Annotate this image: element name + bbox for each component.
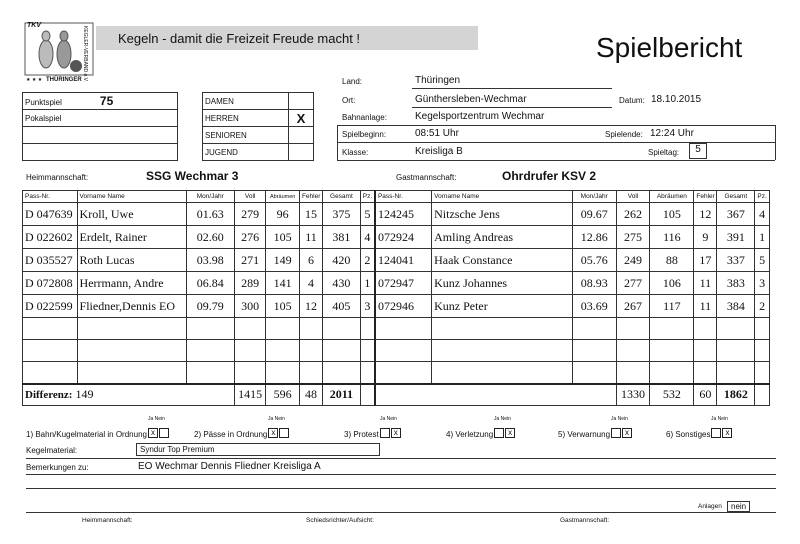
guest-name-cell: Kunz Peter [432,295,573,318]
home-pass-cell: D 072808 [23,272,78,295]
spielende-label: Spielende: [605,130,643,139]
spieltag-label: Spieltag: [648,148,680,157]
home-pz-cell [360,318,375,340]
checks-row [26,418,776,440]
home-pz-cell: 4 [360,226,375,249]
check-item [666,416,732,439]
home-abr-cell: 141 [266,272,300,295]
home-total-fehler: 48 [299,384,322,406]
klasse-label: Klasse: [342,148,369,157]
home-name-cell [77,362,186,384]
guest-name-cell: Nitzsche Jens [432,203,573,226]
home-pass-cell [23,318,78,340]
check-item [446,416,515,439]
guest-gesamt-cell: 383 [717,272,755,295]
nein-checkbox[interactable]: x [391,428,401,438]
guest-gesamt-cell [717,340,755,362]
category-mark [289,127,314,144]
category-mark [289,144,314,161]
guest-gesamt-cell [717,318,755,340]
bahnanlage-value: Kegelsportzentrum Wechmar [415,111,545,122]
ort-value: Günthersleben-Wechmar [415,94,527,105]
category-label: HERREN [203,110,289,127]
home-pz-cell [360,340,375,362]
guest-gesamt-cell: 384 [717,295,755,318]
guest-fehler-cell: 17 [694,249,717,272]
logo-stars: ★ ★ ★ [26,77,43,83]
home-abr-cell: 96 [266,203,300,226]
guest-voll-cell [616,340,650,362]
home-pass-cell [23,362,78,384]
anlagen-label: Anlagen [698,503,722,510]
guest-name-cell: Amling Andreas [432,226,573,249]
guest-fehler-cell: 11 [694,272,717,295]
home-name-cell: Fliedner,Dennis EO [77,295,186,318]
home-pz-cell [360,362,375,384]
home-mj-cell: 09.79 [186,295,234,318]
anlagen-value: nein [727,501,750,512]
logo-abbr: TKV [27,22,41,29]
home-abr-cell [266,340,300,362]
guest-abr-cell [650,340,694,362]
home-voll-cell: 300 [234,295,265,318]
table-row [23,295,770,318]
category-mark [289,93,314,110]
signature-guest-label: Gastmannschaft: [560,517,610,524]
logo [24,22,94,86]
guest-pass-cell [375,362,432,384]
yes-no-header: Ja Nein [380,416,397,422]
guest-voll-cell: 275 [616,226,650,249]
guest-name-cell: Haak Constance [432,249,573,272]
guest-pz-cell: 2 [755,295,770,318]
table-row [23,318,770,340]
guest-name-cell [432,362,573,384]
home-mj-cell: 01.63 [186,203,234,226]
guest-mj-cell: 08.93 [572,272,616,295]
check-label: 1) Bahn/Kugelmaterial in Ordnung [26,430,147,439]
guest-voll-cell [616,362,650,384]
guest-total-abr: 532 [650,384,694,406]
home-pz-cell: 1 [360,272,375,295]
home-voll-cell [234,362,265,384]
ja-checkbox[interactable]: x [268,428,278,438]
check-item [558,416,632,439]
guest-pz-cell: 5 [755,249,770,272]
guest-name-cell [432,318,573,340]
table-row [23,226,770,249]
home-team-label: Heimmannschaft: [26,173,89,182]
check-label: 3) Protest [344,430,379,439]
home-pass-cell: D 022602 [23,226,78,249]
guest-pz-cell [755,318,770,340]
bemerkungen-value: EO Wechmar Dennis Fliedner Kreisliga A [138,461,321,472]
home-abr-cell: 149 [266,249,300,272]
home-total-voll: 1415 [234,384,265,406]
spielende-value: 12:24 Uhr [650,128,694,139]
home-gesamt-cell: 375 [323,203,361,226]
guest-mj-cell [572,318,616,340]
home-name-cell: Kroll, Uwe [77,203,186,226]
home-mj-cell [186,340,234,362]
yes-no-header: Ja Nein [711,416,728,422]
datum-label: Datum: [619,96,645,105]
nein-checkbox[interactable]: x [622,428,632,438]
guest-mj-cell: 03.69 [572,295,616,318]
col-voll: Voll [616,191,650,203]
home-gesamt-cell: 405 [323,295,361,318]
home-fehler-cell: 4 [299,272,322,295]
spielbeginn-value: 08:51 Uhr [415,128,459,139]
home-pass-cell: D 047639 [23,203,78,226]
col-pz: Pz. [755,191,770,203]
guest-pass-cell [375,318,432,340]
home-pz-cell: 2 [360,249,375,272]
home-fehler-cell: 6 [299,249,322,272]
difference-cell [23,384,235,406]
check-item [26,416,169,439]
guest-pz-cell: 1 [755,226,770,249]
home-abr-cell [266,362,300,384]
meta-box [337,72,777,164]
col-mj: Mon/Jahr [186,191,234,203]
logo-side-text: KEGLER-VERBAND e.V. [82,26,88,82]
ja-checkbox[interactable] [711,428,721,438]
home-pz-cell: 3 [360,295,375,318]
guest-voll-cell: 249 [616,249,650,272]
guest-pass-cell: 124245 [375,203,432,226]
guest-gesamt-cell: 367 [717,203,755,226]
home-name-cell: Herrmann, Andre [77,272,186,295]
land-label: Land: [342,77,363,86]
home-mj-cell: 03.98 [186,249,234,272]
home-fehler-cell [299,318,322,340]
col-fehler: Fehler [299,191,322,203]
check-item [194,416,289,439]
home-voll-cell [234,340,265,362]
kegelmaterial-value: Syndur Top Premium [136,443,380,456]
guest-total-gesamt: 1862 [717,384,755,406]
home-name-cell [77,340,186,362]
guest-gesamt-cell: 337 [717,249,755,272]
home-gesamt-cell [323,318,361,340]
home-gesamt-cell: 381 [323,226,361,249]
signature-referee-label: Schiedsrichter/Aufsicht: [306,517,374,524]
guest-fehler-cell: 9 [694,226,717,249]
guest-fehler-cell [694,340,717,362]
spieltag-value: 5 [689,143,707,159]
home-pass-cell [23,340,78,362]
guest-abr-cell: 88 [650,249,694,272]
guest-gesamt-cell [717,362,755,384]
guest-pass-cell: 124041 [375,249,432,272]
home-voll-cell: 276 [234,226,265,249]
slogan-banner [96,26,478,50]
game-type-empty [23,127,178,144]
guest-name-cell [432,340,573,362]
guest-team-label: Gastmannschaft: [396,173,457,182]
col-pass: Pass-Nr. [375,191,432,203]
home-abr-cell [266,318,300,340]
col-gesamt: Gesamt [717,191,755,203]
guest-voll-cell: 262 [616,203,650,226]
col-gesamt: Gesamt [323,191,361,203]
col-fehler: Fehler [694,191,717,203]
ja-checkbox[interactable] [611,428,621,438]
home-name-cell: Erdelt, Rainer [77,226,186,249]
home-total-pz [360,384,375,406]
check-label: 6) Sonstiges [666,430,711,439]
category-label: JUGEND [203,144,289,161]
punktspiel-cell [23,93,178,110]
category-label: SENIOREN [203,127,289,144]
home-gesamt-cell: 420 [323,249,361,272]
difference-label: Differenz: [25,389,73,402]
guest-pass-cell [375,340,432,362]
ja-checkbox[interactable] [494,428,504,438]
kegelmaterial-label: Kegelmaterial: [26,446,78,455]
guest-team-name: Ohrdrufer KSV 2 [502,169,597,183]
page-title: Spielbericht [596,32,743,63]
guest-pass-cell: 072947 [375,272,432,295]
land-value: Thüringen [415,75,461,86]
check-label: 2) Pässe in Ordnung [194,430,268,439]
guest-abr-cell: 105 [650,203,694,226]
home-voll-cell: 279 [234,203,265,226]
slogan-text: Kegeln - damit die Freizeit Freude macht ! [118,31,361,46]
home-abr-cell: 105 [266,226,300,249]
home-name-cell: Roth Lucas [77,249,186,272]
nein-checkbox[interactable] [279,428,289,438]
home-name-cell [77,318,186,340]
col-abr: Abräumen [266,191,300,203]
signature-home-label: Heimmannschaft: [82,517,133,524]
yes-no-header: Ja Nein [494,416,511,422]
difference-value: 149 [75,387,94,402]
yes-no-header: Ja Nein [148,416,165,422]
guest-abr-cell [650,362,694,384]
punktspiel-value: 75 [99,94,114,108]
nein-checkbox[interactable]: x [505,428,515,438]
guest-fehler-cell [694,362,717,384]
home-abr-cell: 105 [266,295,300,318]
table-row [23,203,770,226]
punktspiel-label: Punktspiel [25,98,62,107]
guest-total-fehler: 60 [694,384,717,406]
col-name: Vorname Name [77,191,186,203]
guest-pz-cell [755,340,770,362]
yes-no-header: Ja Nein [268,416,285,422]
category-box [202,92,314,161]
ort-label: Ort: [342,96,356,105]
guest-fehler-cell: 12 [694,203,717,226]
col-pass: Pass-Nr. [23,191,78,203]
guest-mj-cell [572,362,616,384]
home-pass-cell: D 035527 [23,249,78,272]
guest-abr-cell: 116 [650,226,694,249]
check-label: 4) Verletzung [446,430,494,439]
guest-fehler-cell [694,318,717,340]
nein-checkbox[interactable] [159,428,169,438]
home-fehler-cell [299,340,322,362]
nein-checkbox[interactable]: x [722,428,732,438]
table-row [23,340,770,362]
bemerkungen-label: Bemerkungen zu: [26,463,89,472]
home-mj-cell [186,318,234,340]
home-voll-cell: 289 [234,272,265,295]
home-mj-cell: 02.60 [186,226,234,249]
category-label: DAMEN [203,93,289,110]
home-mj-cell [186,362,234,384]
guest-pz-cell [755,362,770,384]
guest-mj-cell: 09.67 [572,203,616,226]
check-item [344,416,401,439]
klasse-value: Kreisliga B [415,146,463,157]
home-gesamt-cell: 430 [323,272,361,295]
col-abr: Abräumen [650,191,694,203]
home-total-abr: 596 [266,384,300,406]
col-voll: Voll [234,191,265,203]
guest-abr-cell [650,318,694,340]
guest-voll-cell [616,318,650,340]
home-fehler-cell [299,362,322,384]
home-fehler-cell: 11 [299,226,322,249]
home-voll-cell: 271 [234,249,265,272]
table-row [23,272,770,295]
spielbeginn-label: Spielbeginn: [342,130,387,139]
home-voll-cell [234,318,265,340]
guest-mj-cell: 12.86 [572,226,616,249]
guest-pz-cell: 3 [755,272,770,295]
home-gesamt-cell [323,340,361,362]
col-pz: Pz. [360,191,375,203]
col-name: Vorname Name [432,191,573,203]
col-mj: Mon/Jahr [572,191,616,203]
guest-name-cell: Kunz Johannes [432,272,573,295]
pokalspiel-label: Pokalspiel [25,113,62,123]
category-mark: X [289,110,314,127]
results-table [22,190,770,406]
guest-total-pz [755,384,770,406]
guest-voll-cell: 277 [616,272,650,295]
guest-total-voll: 1330 [616,384,650,406]
guest-fehler-cell: 11 [694,295,717,318]
home-pass-cell: D 022599 [23,295,78,318]
yes-no-header: Ja Nein [611,416,628,422]
logo-bottom-text: THÜRINGER [46,77,82,83]
ja-checkbox[interactable] [380,428,390,438]
guest-voll-cell: 267 [616,295,650,318]
guest-abr-cell: 106 [650,272,694,295]
table-row [23,249,770,272]
guest-pz-cell: 4 [755,203,770,226]
home-team-name: SSG Wechmar 3 [146,169,239,183]
pokalspiel-cell [23,110,178,127]
guest-mj-cell [572,340,616,362]
home-pz-cell: 5 [360,203,375,226]
check-label: 5) Verwarnung [558,430,611,439]
home-fehler-cell: 15 [299,203,322,226]
home-mj-cell: 06.84 [186,272,234,295]
home-gesamt-cell [323,362,361,384]
guest-mj-cell: 05.76 [572,249,616,272]
totals-row [23,384,770,406]
home-total-gesamt: 2011 [323,384,361,406]
guest-pass-cell: 072924 [375,226,432,249]
guest-gesamt-cell: 391 [717,226,755,249]
table-row [23,362,770,384]
bahnanlage-label: Bahnanlage: [342,113,387,122]
datum-value: 18.10.2015 [651,94,702,105]
home-fehler-cell: 12 [299,295,322,318]
game-type-empty [23,144,178,161]
game-type-box [22,92,178,161]
guest-pass-cell: 072946 [375,295,432,318]
guest-total-spacer [375,384,616,406]
ja-checkbox[interactable]: x [148,428,158,438]
guest-abr-cell: 117 [650,295,694,318]
